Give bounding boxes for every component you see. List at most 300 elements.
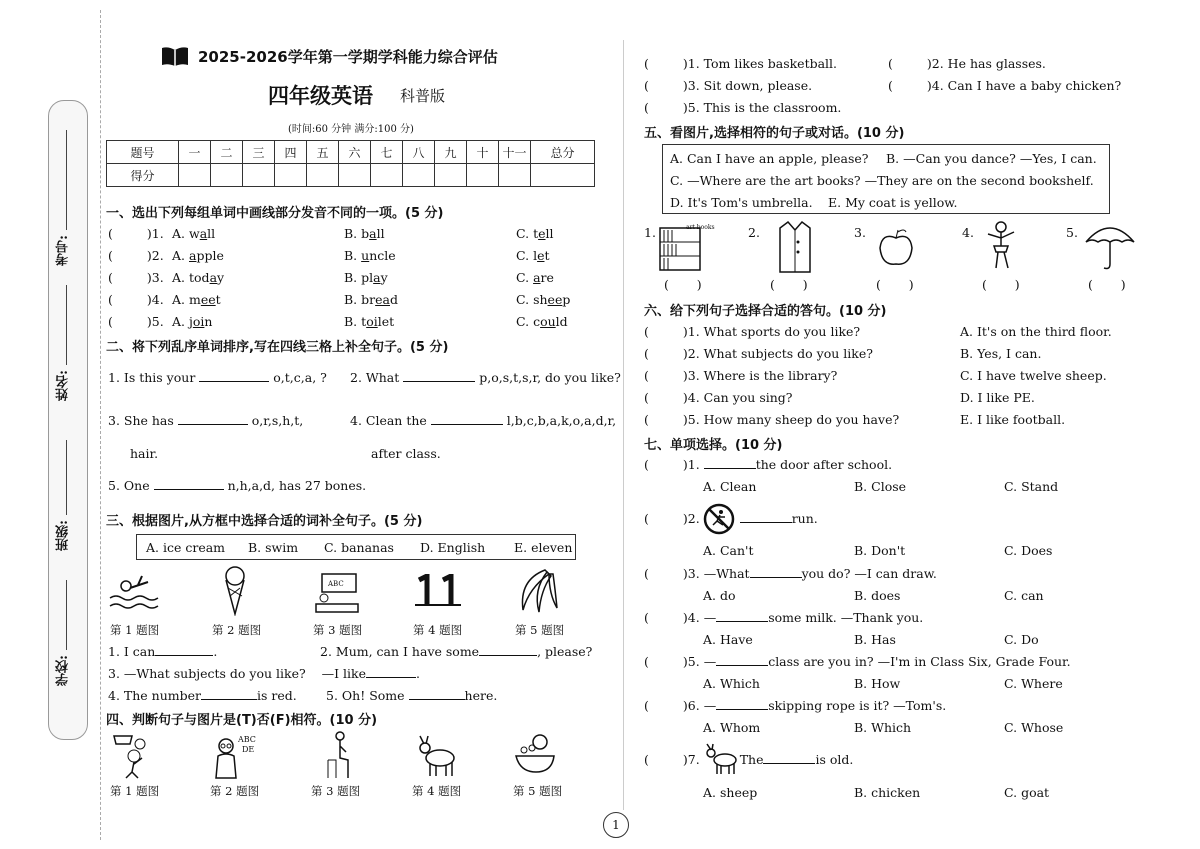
word-part: ll — [376, 226, 385, 241]
score-cell[interactable] — [275, 164, 307, 187]
score-cell[interactable] — [179, 164, 211, 187]
word-part: d — [390, 292, 399, 307]
s7-question: ( )4. — some milk. —Thank you. — [644, 610, 924, 625]
s6-question: ( )5. How many sheep do you have? — [644, 412, 900, 427]
s6-question-text: )3. Where is the library? — [682, 368, 838, 383]
s7-option: B. Has — [854, 632, 896, 647]
s1-num: )3. — [146, 270, 164, 285]
section1-title: 一、选出下列每组单词中画线部分发音不同的一项。(5 分) — [106, 206, 444, 221]
s2-q3-end: hair. — [130, 446, 159, 461]
s1-row: ( )1. — [108, 226, 164, 241]
s3-q5-end: here. — [464, 688, 498, 703]
section2-title: 二、将下列乱序单词排序,写在四线三格上补全句子。(5 分) — [106, 340, 449, 355]
bananas-picture — [515, 566, 561, 619]
score-col: 十一 — [499, 141, 531, 164]
answer-blank[interactable] — [479, 645, 537, 656]
no-running-sign — [703, 503, 735, 538]
svg-text:ABC: ABC — [328, 580, 344, 588]
s7-option: B. Don't — [854, 543, 906, 558]
s3-q4-end: is red. — [257, 688, 297, 703]
score-col: 一 — [179, 141, 211, 164]
underlined-part: a — [369, 226, 377, 241]
s7-option: B. does — [854, 588, 901, 603]
answer-blank[interactable] — [403, 371, 475, 382]
underlined-part: ou — [540, 314, 556, 329]
section4-title: 四、判断句子与图片是(T)否(F)相符。(10 分) — [106, 713, 378, 728]
s1-option-b — [344, 314, 394, 329]
s7-post: skipping rope is it? —Tom's. — [768, 698, 947, 713]
option-word — [344, 248, 396, 263]
s2-q1-letters: o,t,c,a, ? — [273, 370, 327, 385]
shelf-label: art books — [686, 224, 715, 231]
s2-q4-end: after class. — [371, 446, 441, 461]
class-label: 班级: — [56, 520, 71, 551]
blackboard-picture — [314, 572, 360, 617]
word-part: re — [540, 270, 554, 285]
s3-q3-answer: —I like — [321, 666, 366, 681]
s5-num: 3. — [854, 225, 866, 240]
s2-q4 — [350, 413, 616, 428]
option-letter: C. — [516, 270, 530, 285]
word-part: ncle — [369, 248, 396, 263]
s2-q4-text: 4. Clean the — [350, 413, 427, 428]
goat-small-picture — [703, 742, 739, 779]
underlined-part: ea — [375, 292, 390, 307]
s5-answer-4[interactable]: ( ) — [982, 277, 1020, 292]
underlined-part: a — [189, 248, 197, 263]
word-part: ll — [207, 226, 216, 241]
s6-answer: A. It's on the third floor. — [960, 324, 1112, 339]
option-word — [344, 270, 388, 285]
answer-blank[interactable] — [716, 611, 768, 622]
s7-pre: — — [703, 698, 717, 713]
s5-option: A. Can I have an apple, please? — [670, 151, 869, 166]
s6-answer: D. I like PE. — [960, 390, 1035, 405]
answer-blank[interactable] — [155, 645, 213, 656]
option-letter: A. — [172, 226, 186, 241]
s7-post: you do? —I can draw. — [801, 566, 937, 581]
option-letter: A. — [172, 292, 186, 307]
option-letter: B. — [344, 314, 358, 329]
s3-q3 — [108, 666, 420, 681]
score-cell[interactable] — [371, 164, 403, 187]
s7-pre: — — [703, 610, 717, 625]
s7-pre: —What — [703, 566, 750, 581]
score-col: 二 — [211, 141, 243, 164]
underlined-part: a — [533, 270, 541, 285]
s7-post: run. — [791, 511, 818, 526]
s7-option: A. Which — [703, 676, 760, 691]
underlined-part: a — [199, 226, 208, 241]
class-line — [66, 440, 67, 515]
s6-question-text: )2. What subjects do you like? — [682, 346, 873, 361]
s4-item-text: )3. Sit down, please. — [682, 78, 813, 93]
answer-blank[interactable] — [199, 371, 269, 382]
s1-option-c — [516, 314, 568, 329]
s7-num: )4. — [682, 610, 700, 625]
word-part: w — [189, 226, 200, 241]
s7-pre: — — [703, 654, 717, 669]
s5-answer-3[interactable]: ( ) — [876, 277, 914, 292]
s5-num: 5. — [1066, 225, 1078, 240]
binding-strip — [48, 100, 88, 740]
s7-question: ( )2. run. — [644, 511, 818, 526]
option-word — [516, 248, 550, 263]
option-word — [516, 270, 554, 285]
option-letter: A. — [172, 314, 186, 329]
s1-option-c — [516, 292, 570, 307]
s7-option: C. Stand — [1004, 479, 1059, 494]
s3-q2-text: 2. Mum, can I have some — [320, 644, 480, 659]
s7-option: C. Where — [1004, 676, 1063, 691]
score-table — [106, 140, 595, 187]
option-letter: B. — [344, 248, 358, 263]
s3-q3-end: . — [415, 666, 420, 681]
s7-post: the door after school. — [755, 457, 893, 472]
goat-picture — [414, 732, 458, 781]
s2-q3-letters: o,r,s,h,t, — [251, 413, 304, 428]
s1-row: ( )5. — [108, 314, 164, 329]
s2-q5-letters: n,h,a,d, has 27 bones. — [227, 478, 367, 493]
s1-option-b — [344, 248, 396, 263]
option-word — [172, 226, 215, 241]
s3-caption: 第 3 题图 — [313, 623, 363, 637]
score-col: 八 — [403, 141, 435, 164]
score-cell[interactable] — [403, 164, 435, 187]
ice-cream-picture — [222, 566, 248, 619]
s1-num: )2. — [146, 248, 164, 263]
word-part: y — [217, 270, 225, 285]
page-number: 1 — [603, 812, 629, 838]
s4-item-1: ( )1. Tom likes basketball. — [644, 56, 838, 71]
exam-title: 2025-2026学年第一学期学科能力综合评估 — [198, 48, 498, 66]
s6-question: ( )3. Where is the library? — [644, 368, 838, 383]
word-part: pple — [196, 248, 224, 263]
s7-option: A. do — [703, 588, 736, 603]
score-row1-label: 题号 — [107, 141, 179, 164]
answer-blank[interactable] — [431, 414, 503, 425]
s4-caption: 第 2 题图 — [210, 784, 260, 798]
score-col: 三 — [243, 141, 275, 164]
s7-question: ( )3. —What you do? —I can draw. — [644, 566, 937, 581]
school-line — [66, 580, 67, 650]
underlined-part: a — [373, 270, 381, 285]
option-word — [172, 270, 224, 285]
school-label: 学校: — [56, 655, 71, 686]
s6-question: ( )2. What subjects do you like? — [644, 346, 873, 361]
score-cell[interactable] — [307, 164, 339, 187]
s7-option: A. Have — [703, 632, 753, 647]
s3-q3-text: 3. —What subjects do you like? — [108, 666, 306, 681]
apple-picture — [876, 228, 916, 271]
s5-option: E. My coat is yellow. — [828, 195, 958, 210]
s3-q1-end: . — [213, 644, 218, 659]
book-icon — [160, 45, 190, 70]
s3-q5 — [326, 688, 497, 703]
answer-blank[interactable] — [750, 567, 802, 578]
score-cell[interactable] — [499, 164, 531, 187]
s6-question-text: )1. What sports do you like? — [682, 324, 861, 339]
word-part: m — [189, 292, 201, 307]
s2-q4-letters: l,b,c,b,a,k,o,a,d,r, — [506, 413, 617, 428]
edition-label: 科普版 — [400, 87, 446, 105]
s7-post: some milk. —Thank you. — [768, 610, 924, 625]
s3-option: C. bananas — [324, 540, 394, 555]
answer-blank[interactable] — [366, 667, 416, 678]
s1-option-b — [344, 226, 385, 241]
s7-option: A. Clean — [703, 479, 757, 494]
option-word — [344, 226, 385, 241]
s7-num: )1. — [682, 457, 700, 472]
word-part: tod — [189, 270, 210, 285]
score-col: 四 — [275, 141, 307, 164]
answer-blank[interactable] — [704, 458, 756, 469]
bathroom-picture — [512, 732, 558, 781]
word-part: c — [533, 314, 541, 329]
s7-option: A. Whom — [703, 720, 761, 735]
score-col: 九 — [435, 141, 467, 164]
score-total-cell[interactable] — [531, 164, 595, 187]
column-divider — [623, 40, 624, 810]
s2-q5 — [108, 478, 366, 493]
s1-option-b — [344, 292, 398, 307]
s3-option: A. ice cream — [146, 540, 226, 555]
answer-blank[interactable] — [154, 479, 224, 490]
underlined-part: oi — [192, 314, 205, 329]
s7-post: class are you in? —I'm in Class Six, Grade Four. — [768, 654, 1071, 669]
score-cell[interactable] — [339, 164, 371, 187]
score-col: 十 — [467, 141, 499, 164]
s6-question: ( )4. Can you sing? — [644, 390, 793, 405]
s1-option-a — [172, 270, 224, 285]
s3-q5-text: 5. Oh! Some — [326, 688, 405, 703]
score-total-header: 总分 — [531, 141, 595, 164]
s4-caption: 第 3 题图 — [311, 784, 361, 798]
basketball-boy-picture — [110, 732, 154, 783]
s1-option-c — [516, 248, 550, 263]
svg-text:DE: DE — [242, 745, 255, 754]
s7-option: C. goat — [1004, 785, 1050, 800]
s3-q2 — [320, 644, 592, 659]
option-word — [344, 292, 398, 307]
seated-person-picture — [320, 730, 356, 783]
s7-pre: The — [739, 752, 764, 767]
s1-num: )1. — [146, 226, 164, 241]
s7-question: ( )7. The is old. — [644, 752, 854, 767]
underlined-part: e — [537, 248, 545, 263]
name-line — [66, 285, 67, 365]
s4-item-text: )4. Can I have a baby chicken? — [926, 78, 1122, 93]
s7-option: B. How — [854, 676, 901, 691]
s6-question-text: )5. How many sheep do you have? — [682, 412, 900, 427]
s7-num: )3. — [682, 566, 700, 581]
s7-num: )5. — [682, 654, 700, 669]
option-word — [172, 314, 212, 329]
teacher-glasses-picture — [210, 732, 260, 783]
number-eleven-picture — [413, 574, 463, 611]
option-word — [516, 314, 568, 329]
s6-question: ( )1. What sports do you like? — [644, 324, 861, 339]
s3-option: E. eleven — [514, 540, 573, 555]
s1-row: ( )3. — [108, 270, 164, 285]
s7-option: B. Which — [854, 720, 912, 735]
s7-question: ( )5. — class are you in? —I'm in Class Six, Grade Four. — [644, 654, 1071, 669]
s7-post: is old. — [815, 752, 854, 767]
s2-q3 — [108, 413, 303, 428]
answer-blank[interactable] — [763, 753, 815, 764]
s7-num: )2. — [682, 511, 700, 526]
word-part: j — [189, 314, 193, 329]
underlined-part: u — [361, 248, 370, 263]
word-part: n — [204, 314, 213, 329]
score-cell[interactable] — [467, 164, 499, 187]
s4-item-text: )5. This is the classroom. — [682, 100, 842, 115]
word-part: let — [377, 314, 395, 329]
word-part: pl — [361, 270, 374, 285]
score-cell[interactable] — [211, 164, 243, 187]
score-cell[interactable] — [435, 164, 467, 187]
s7-option: C. Whose — [1004, 720, 1064, 735]
name-label: 姓名: — [56, 370, 71, 401]
s4-item-text: )1. Tom likes basketball. — [682, 56, 838, 71]
s4-item-text: )2. He has glasses. — [926, 56, 1046, 71]
s7-option: C. Do — [1004, 632, 1039, 647]
s5-answer-2[interactable]: ( ) — [770, 277, 808, 292]
subject-title: 四年级英语 — [268, 83, 373, 108]
underlined-part: ee — [547, 292, 563, 307]
s4-caption: 第 1 题图 — [110, 784, 160, 798]
s5-num: 2. — [748, 225, 760, 240]
exam-meta: (时间:60 分钟 满分:100 分) — [288, 124, 414, 135]
score-row2-label: 得分 — [107, 164, 179, 187]
option-word — [516, 226, 554, 241]
answer-blank[interactable] — [178, 414, 248, 425]
word-part: t — [533, 226, 539, 241]
s1-row: ( )4. — [108, 292, 164, 307]
answer-blank[interactable] — [740, 512, 792, 523]
s3-caption: 第 5 题图 — [515, 623, 565, 637]
underlined-part: ee — [200, 292, 216, 307]
s5-answer-1[interactable]: ( ) — [664, 277, 702, 292]
option-letter: B. — [344, 226, 358, 241]
answer-blank[interactable] — [409, 689, 465, 700]
s5-option: D. It's Tom's umbrella. — [670, 195, 813, 210]
word-part: t — [361, 314, 367, 329]
number-label: 考号: — [56, 235, 71, 266]
s6-question-text: )4. Can you sing? — [682, 390, 793, 405]
underlined-part: oi — [366, 314, 378, 329]
s7-num: )7. — [682, 752, 700, 767]
section6-title: 六、给下列句子选择合适的答句。(10 分) — [644, 304, 887, 319]
s3-q1-text: 1. I can — [108, 644, 156, 659]
s4-caption: 第 5 题图 — [513, 784, 563, 798]
score-col: 六 — [339, 141, 371, 164]
word-part: t — [215, 292, 221, 307]
underlined-part: e — [538, 226, 546, 241]
number-line — [66, 130, 67, 230]
option-letter: C. — [516, 226, 530, 241]
s5-num: 4. — [962, 225, 974, 240]
fold-line — [100, 10, 101, 840]
section3-title: 三、根据图片,从方框中选择合适的词补全句子。(5 分) — [106, 514, 423, 529]
s3-caption: 第 1 题图 — [110, 623, 160, 637]
s1-option-a — [172, 248, 224, 263]
s5-num: 1. — [644, 225, 656, 240]
s7-option: B. chicken — [854, 785, 921, 800]
s4-item-3: ( )3. Sit down, please. — [644, 78, 813, 93]
option-word — [172, 292, 221, 307]
word-part: b — [361, 226, 370, 241]
s4-item-5: ( )5. This is the classroom. — [644, 100, 842, 115]
answer-blank[interactable] — [716, 655, 768, 666]
s3-option: B. swim — [248, 540, 299, 555]
word-part: sh — [533, 292, 548, 307]
score-col: 五 — [307, 141, 339, 164]
s5-option: B. —Can you dance? —Yes, I can. — [886, 151, 1097, 166]
s5-answer-5[interactable]: ( ) — [1088, 277, 1126, 292]
dancer-picture — [984, 220, 1018, 275]
option-letter: C. — [516, 292, 530, 307]
word-part: br — [361, 292, 376, 307]
s7-option: C. Does — [1004, 543, 1053, 558]
section5-title: 五、看图片,选择相符的句子或对话。(10 分) — [644, 126, 905, 141]
s1-option-c — [516, 270, 554, 285]
s7-num: )6. — [682, 698, 700, 713]
s7-option: B. Close — [854, 479, 907, 494]
score-cell[interactable] — [243, 164, 275, 187]
answer-blank[interactable] — [716, 699, 768, 710]
svg-text:ABC: ABC — [238, 735, 256, 744]
s3-q1 — [108, 644, 217, 659]
answer-blank[interactable] — [201, 689, 257, 700]
s2-q3-text: 3. She has — [108, 413, 174, 428]
word-part: ld — [555, 314, 568, 329]
option-letter: B. — [344, 292, 358, 307]
s3-option: D. English — [420, 540, 486, 555]
s2-q5-text: 5. One — [108, 478, 150, 493]
s3-caption: 第 2 题图 — [212, 623, 262, 637]
s7-question: ( )1. the door after school. — [644, 457, 893, 472]
score-col: 七 — [371, 141, 403, 164]
s4-item-2: ( )2. He has glasses. — [888, 56, 1046, 71]
s1-num: )4. — [146, 292, 164, 307]
s1-option-a — [172, 314, 212, 329]
s4-item-4: ( )4. Can I have a baby chicken? — [888, 78, 1122, 93]
s2-q2 — [350, 370, 621, 385]
s2-q1 — [108, 370, 327, 385]
section7-title: 七、单项选择。(10 分) — [644, 438, 783, 453]
s2-q1-text: 1. Is this your — [108, 370, 196, 385]
option-letter: C. — [516, 248, 530, 263]
umbrella-picture — [1084, 220, 1136, 275]
underlined-part: a — [209, 270, 218, 285]
word-part: t — [544, 248, 550, 263]
s7-option: A. Can't — [703, 543, 754, 558]
coat-picture — [776, 220, 814, 277]
s4-caption: 第 4 题图 — [412, 784, 462, 798]
s1-row: ( )2. — [108, 248, 164, 263]
word-part: y — [380, 270, 388, 285]
s6-answer: E. I like football. — [960, 412, 1066, 427]
s1-option-c — [516, 226, 554, 241]
s3-q2-end: , please? — [537, 644, 593, 659]
s2-q2-letters: p,o,s,t,s,r, do you like? — [479, 370, 621, 385]
s3-q4 — [108, 688, 297, 703]
word-part: ll — [545, 226, 554, 241]
s1-option-b — [344, 270, 388, 285]
s3-caption: 第 4 题图 — [413, 623, 463, 637]
option-letter: B. — [344, 270, 358, 285]
